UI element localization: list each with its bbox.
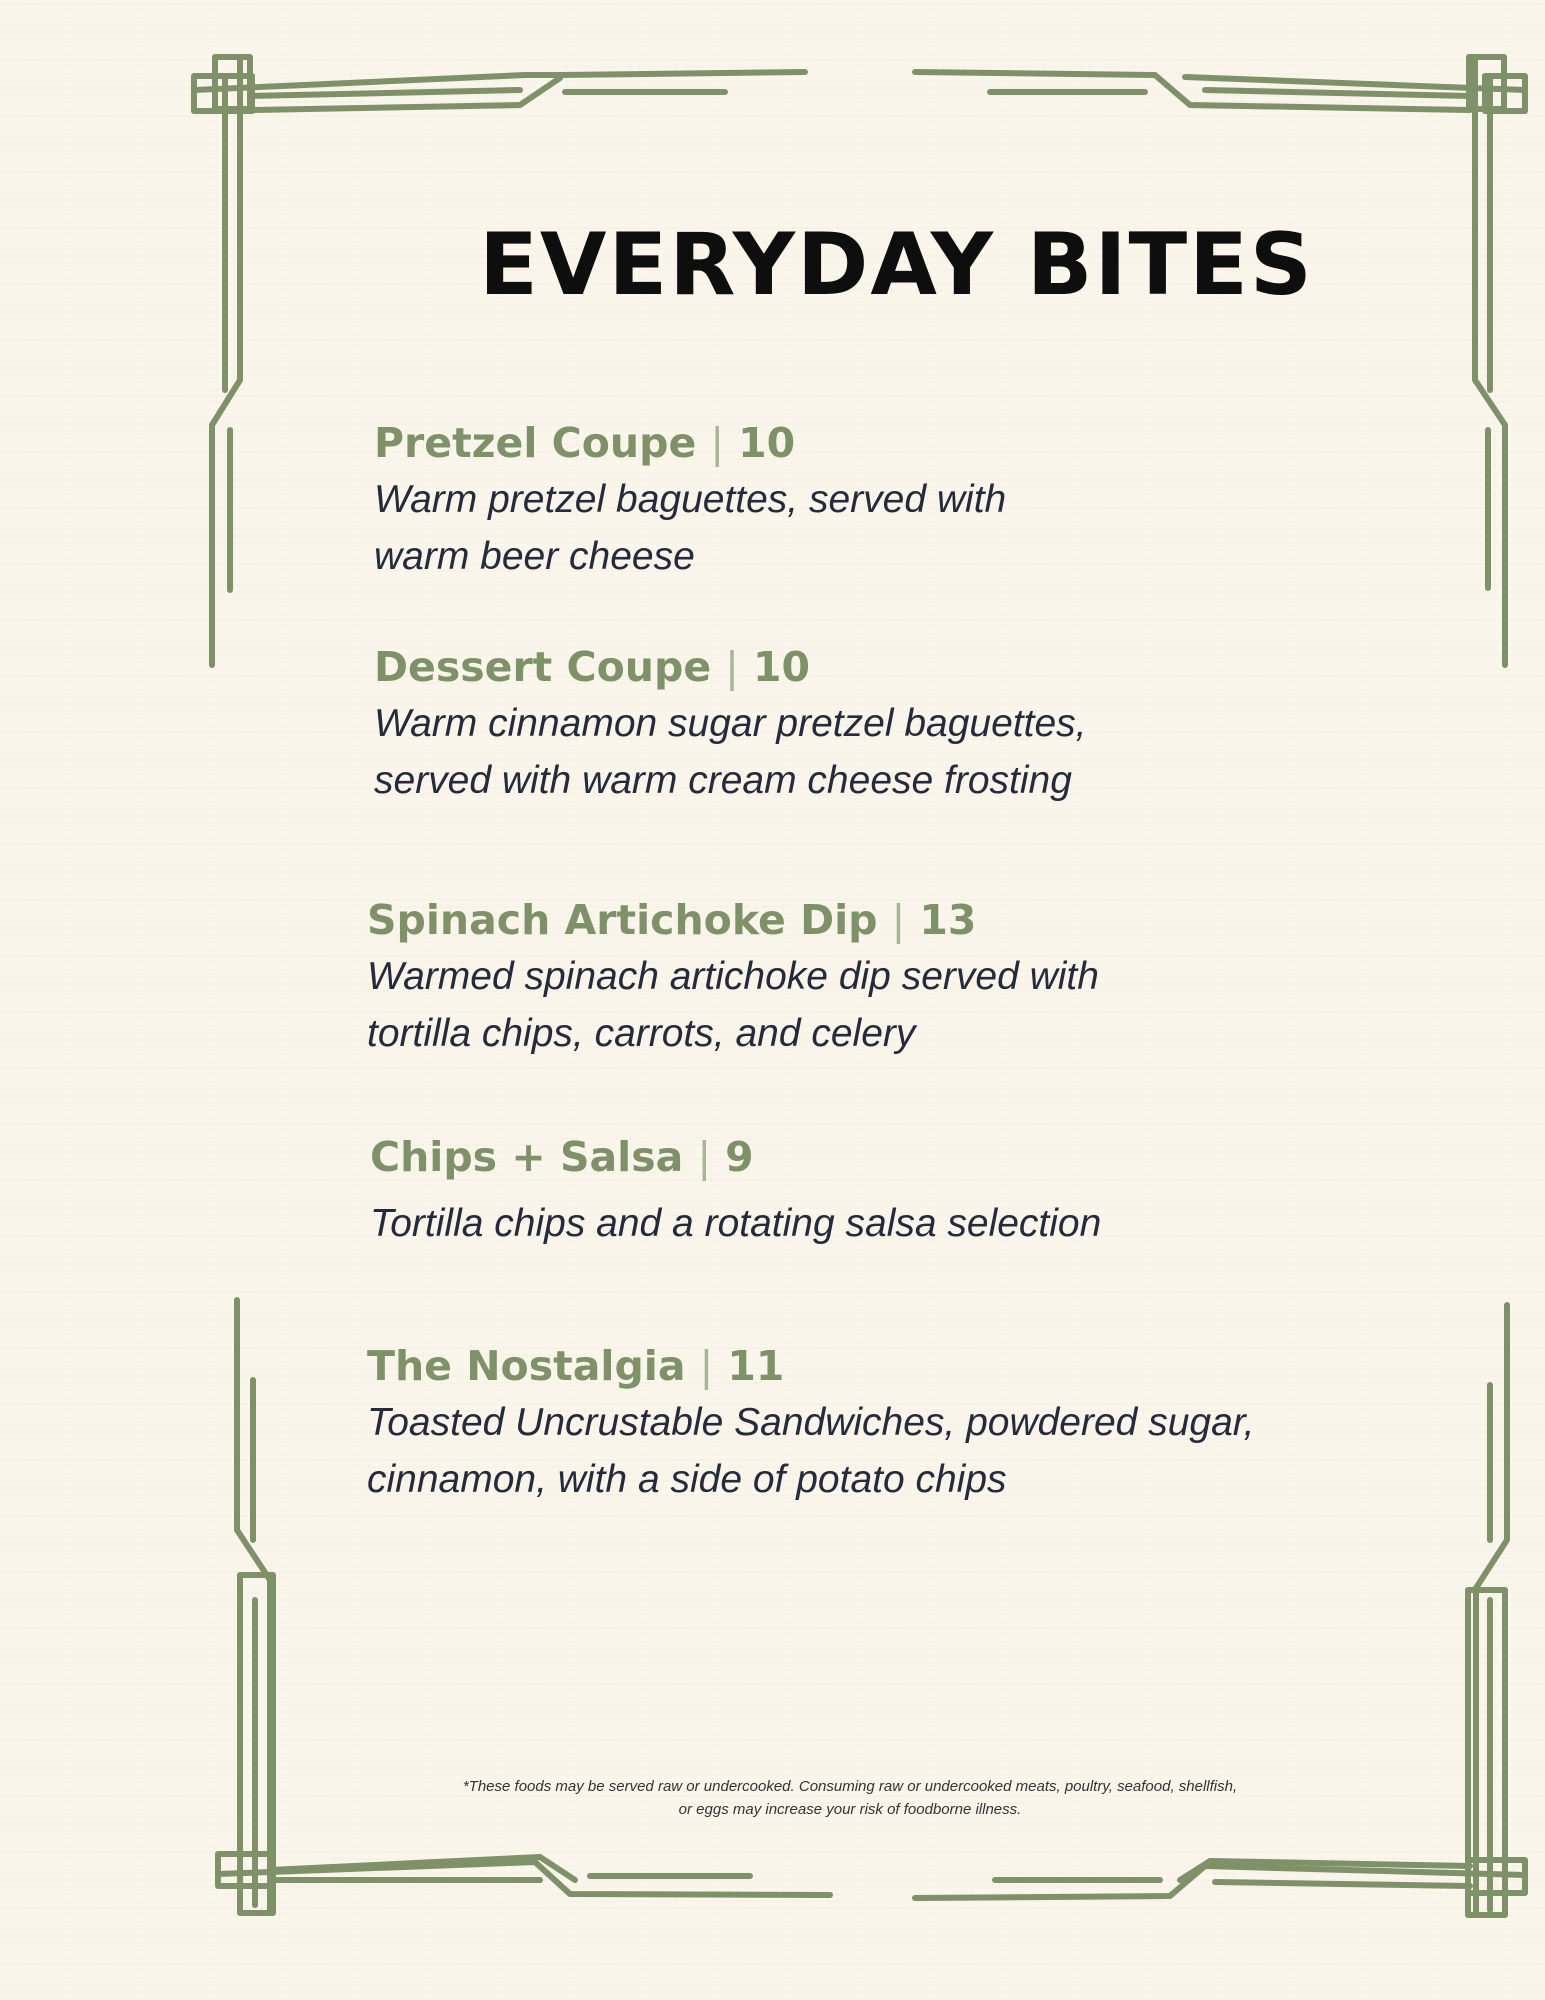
item-name: Dessert Coupe bbox=[374, 643, 712, 691]
description-line: warm beer cheese bbox=[374, 535, 695, 579]
frame-corner-top-right bbox=[915, 57, 1525, 665]
item-name: Chips + Salsa bbox=[370, 1133, 684, 1181]
description-line: cinnamon, with a side of potato chips bbox=[367, 1458, 1007, 1502]
item-heading bbox=[367, 1343, 1254, 1390]
item-price: 13 bbox=[919, 896, 977, 944]
item-heading bbox=[374, 420, 1006, 467]
item-description bbox=[370, 1195, 1101, 1252]
menu-item-dessert-coupe bbox=[374, 644, 1086, 809]
menu-item-the-nostalgia bbox=[367, 1343, 1254, 1508]
item-heading bbox=[367, 897, 1099, 944]
menu-item-pretzel-coupe bbox=[374, 420, 1006, 585]
price-separator: | bbox=[725, 643, 739, 691]
price-separator: | bbox=[697, 1133, 712, 1181]
item-description bbox=[374, 695, 1086, 809]
price-separator: | bbox=[699, 1342, 714, 1390]
food-safety-disclaimer bbox=[400, 1775, 1300, 1821]
item-name: Pretzel Coupe bbox=[374, 419, 697, 467]
description-line: tortilla chips, carrots, and celery bbox=[367, 1012, 916, 1056]
description-line: Warmed spinach artichoke dip served with bbox=[367, 955, 1099, 999]
price-separator: | bbox=[891, 896, 906, 944]
item-price: 10 bbox=[752, 643, 811, 691]
item-description bbox=[374, 471, 1006, 585]
menu-item-spinach-artichoke-dip bbox=[367, 897, 1099, 1062]
item-price: 11 bbox=[727, 1342, 785, 1390]
menu-title: EVERYDAY BITES bbox=[479, 215, 1314, 315]
description-line: Warm pretzel baguettes, served with bbox=[374, 478, 1007, 522]
description-line: Warm cinnamon sugar pretzel baguettes, bbox=[374, 702, 1087, 746]
item-price: 9 bbox=[725, 1133, 754, 1181]
item-heading bbox=[374, 644, 1086, 691]
menu-item-chips-salsa bbox=[370, 1134, 1101, 1252]
disclaimer-line: or eggs may increase your risk of foodborne illness. bbox=[678, 1801, 1022, 1818]
disclaimer-line: *These foods may be served raw or undercooked. Consuming raw or undercooked meats, poultry, seafood, shellfish, bbox=[462, 1778, 1238, 1795]
item-name: The Nostalgia bbox=[367, 1342, 686, 1390]
price-separator: | bbox=[710, 419, 725, 467]
item-price: 10 bbox=[738, 419, 796, 467]
item-description bbox=[367, 1394, 1254, 1508]
description-line: Tortilla chips and a rotating salsa selection bbox=[370, 1202, 1102, 1246]
item-name: Spinach Artichoke Dip bbox=[367, 896, 878, 944]
description-line: served with warm cream cheese frosting bbox=[374, 759, 1072, 803]
item-description bbox=[367, 948, 1099, 1062]
item-heading bbox=[370, 1134, 1101, 1181]
description-line: Toasted Uncrustable Sandwiches, powdered sugar, bbox=[367, 1401, 1255, 1445]
